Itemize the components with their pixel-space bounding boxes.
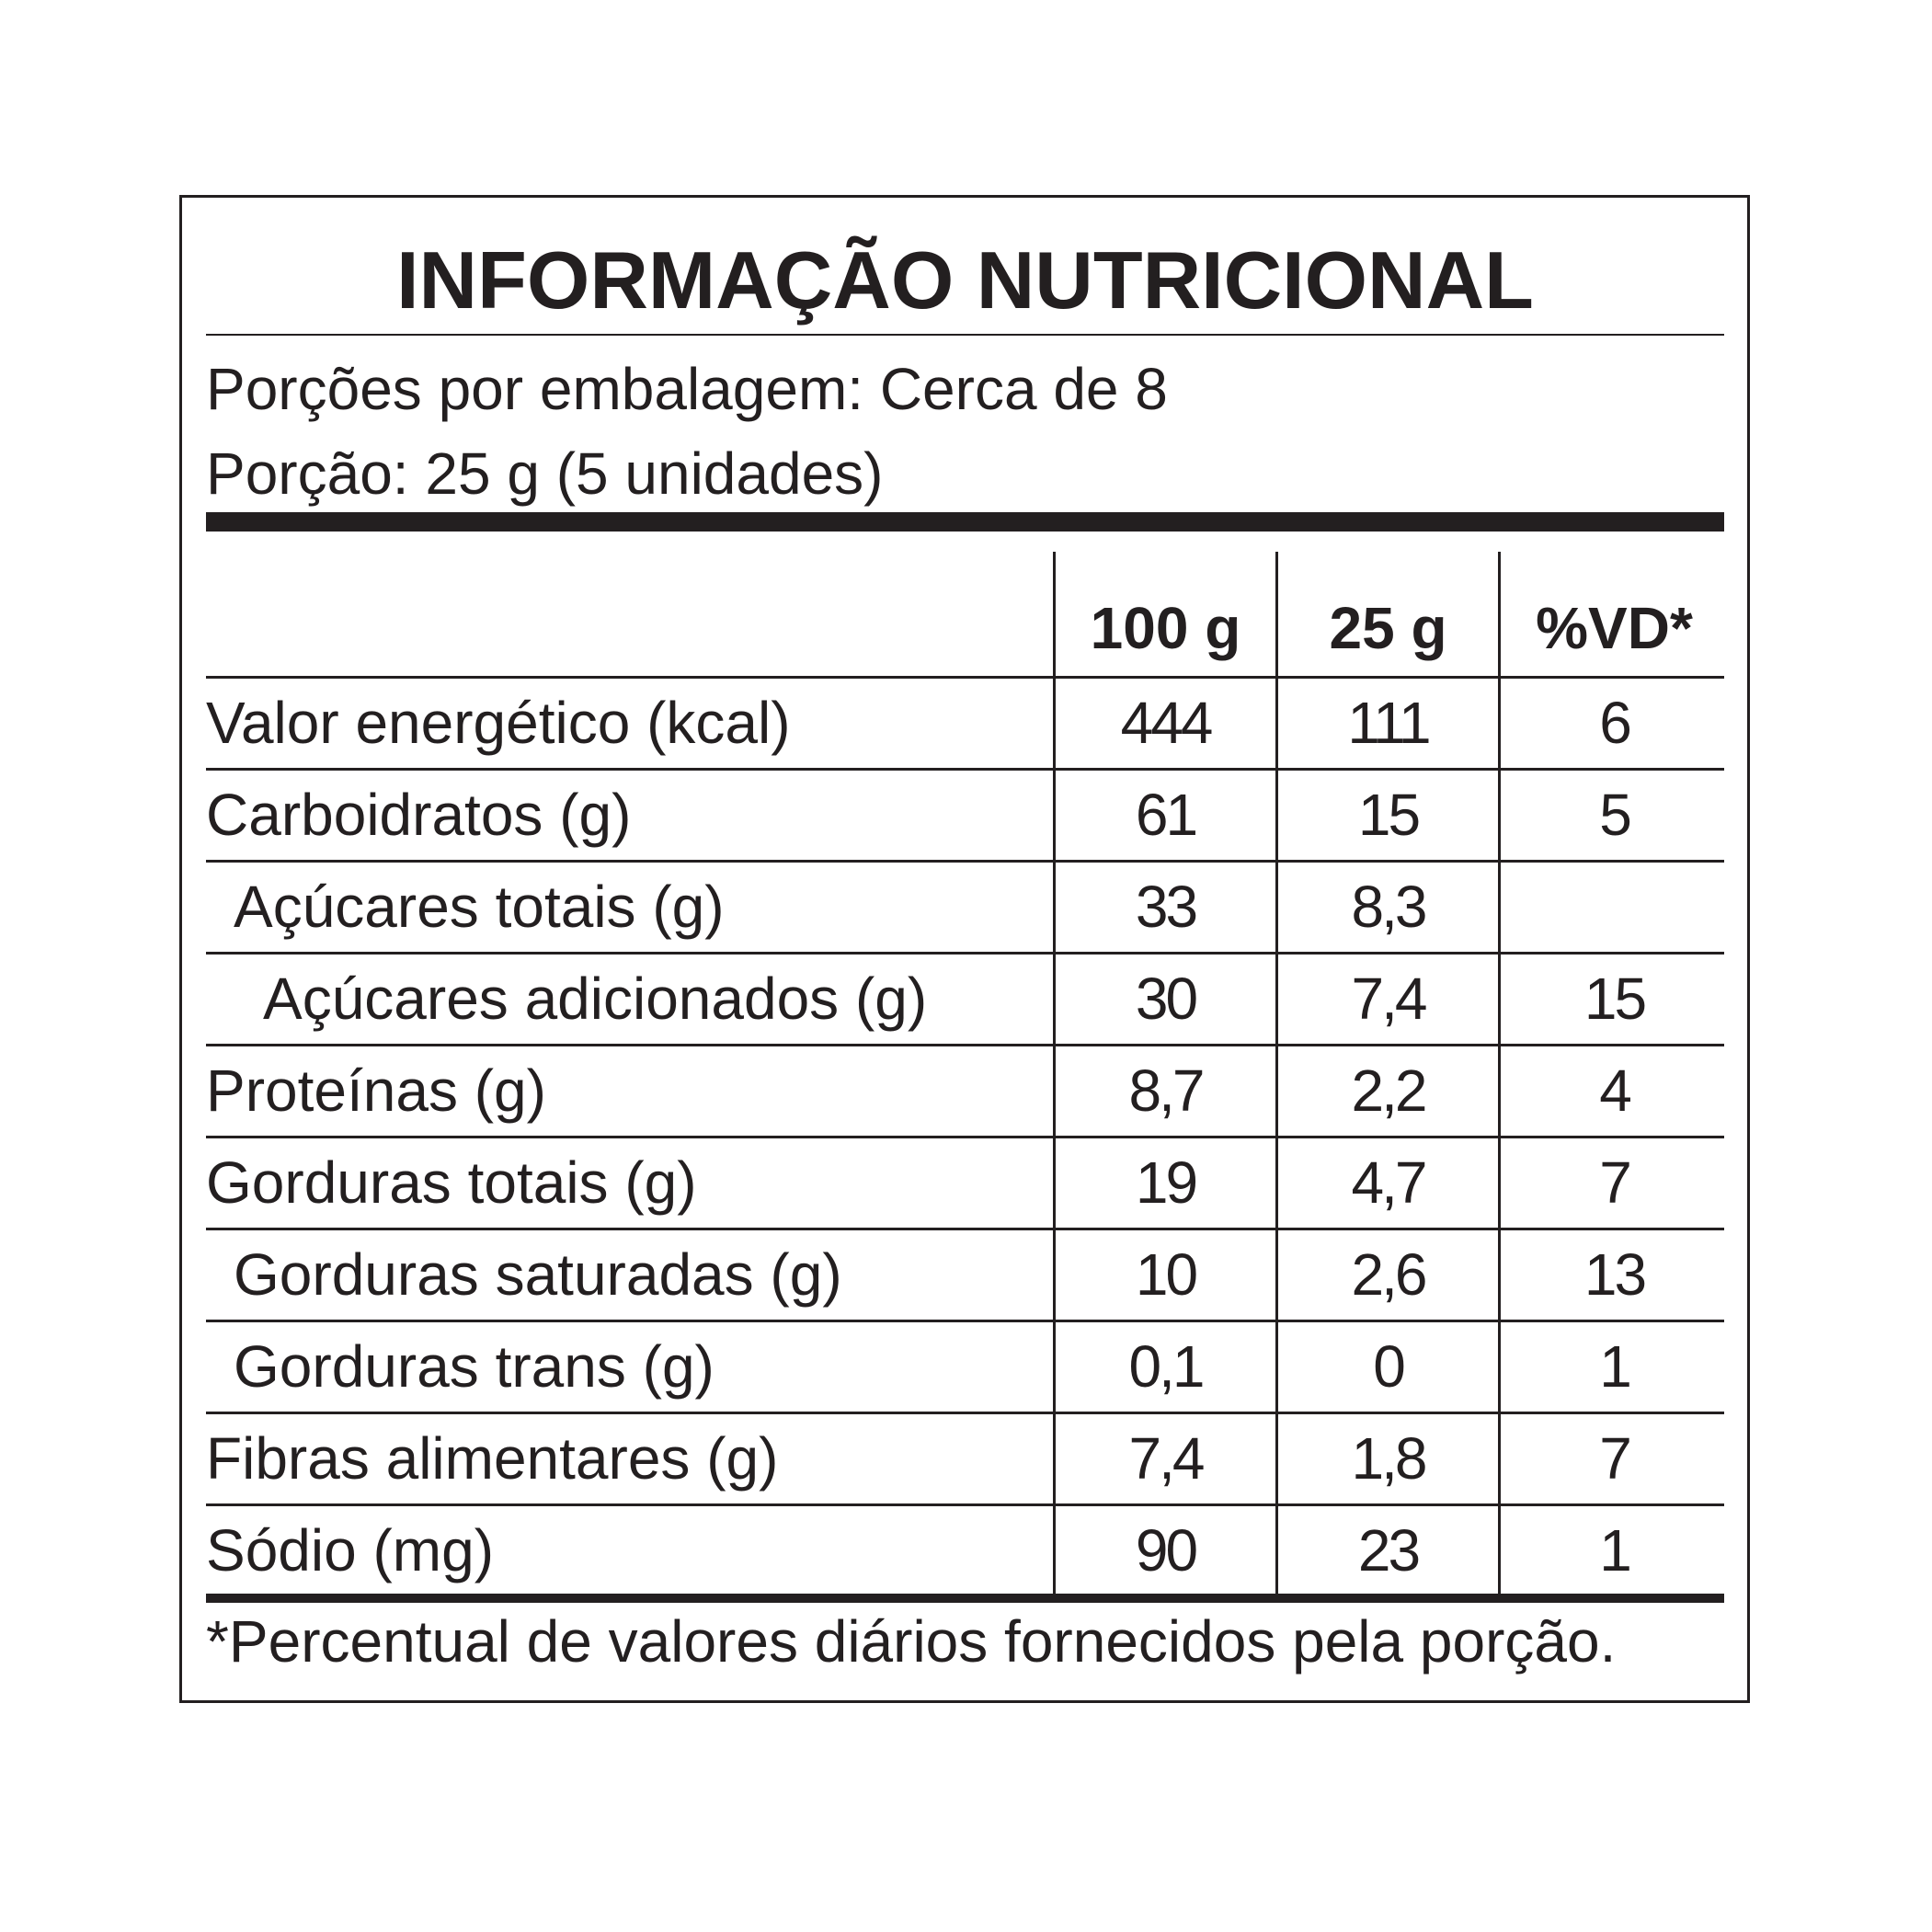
table-row xyxy=(206,1046,1724,1138)
value-per-100g: 7,4 xyxy=(1128,1425,1203,1492)
value-per-serving: 0 xyxy=(1373,1333,1403,1400)
value-daily-percent: 6 xyxy=(1599,690,1629,756)
value-per-serving: 1,8 xyxy=(1351,1425,1425,1492)
serving-divider-thick xyxy=(206,512,1724,532)
nutrient-name: Proteínas (g) xyxy=(206,1057,546,1124)
value-daily-percent: 1 xyxy=(1599,1517,1629,1583)
value-per-serving: 2,6 xyxy=(1351,1241,1425,1308)
value-daily-percent: 1 xyxy=(1599,1333,1629,1400)
value-per-serving: 111 xyxy=(1347,690,1429,756)
value-per-serving: 23 xyxy=(1357,1517,1419,1583)
value-per-100g: 19 xyxy=(1135,1149,1196,1216)
nutrient-name: Gorduras saturadas (g) xyxy=(234,1241,842,1308)
table-bottom-rule xyxy=(206,1594,1724,1603)
table-header-row xyxy=(206,552,1724,679)
nutrient-name: Fibras alimentares (g) xyxy=(206,1425,779,1492)
label-content xyxy=(206,198,1724,1700)
column-header-100g: 100 g xyxy=(1090,595,1241,661)
value-per-serving: 15 xyxy=(1357,782,1419,848)
value-daily-percent: 5 xyxy=(1599,782,1629,848)
value-per-100g: 30 xyxy=(1135,966,1196,1032)
table-row xyxy=(206,679,1724,771)
value-per-100g: 8,7 xyxy=(1128,1057,1203,1124)
table-row xyxy=(206,863,1724,955)
nutrient-table xyxy=(206,552,1724,1594)
servings-per-package: Porções por embalagem: Cerca de 8 xyxy=(206,356,1168,422)
serving-size: Porção: 25 g (5 unidades) xyxy=(206,440,884,507)
nutrient-name: Carboidratos (g) xyxy=(206,782,632,848)
value-per-100g: 90 xyxy=(1135,1517,1196,1583)
nutrient-name: Sódio (mg) xyxy=(206,1517,494,1583)
nutrient-name: Valor energético (kcal) xyxy=(206,690,791,756)
value-per-serving: 4,7 xyxy=(1351,1149,1425,1216)
table-row xyxy=(206,955,1724,1046)
value-per-100g: 33 xyxy=(1135,874,1196,940)
footnote: *Percentual de valores diários fornecidos pela porção. xyxy=(206,1608,1617,1675)
value-daily-percent: 7 xyxy=(1599,1425,1629,1492)
value-daily-percent: 13 xyxy=(1583,1241,1645,1308)
nutrient-name: Gorduras totais (g) xyxy=(206,1149,697,1216)
table-row xyxy=(206,1414,1724,1506)
value-per-serving: 2,2 xyxy=(1351,1057,1425,1124)
column-header-serving: 25 g xyxy=(1329,595,1447,661)
value-per-100g: 0,1 xyxy=(1128,1333,1203,1400)
value-per-100g: 61 xyxy=(1135,782,1196,848)
label-title: INFORMAÇÃO NUTRICIONAL xyxy=(396,234,1534,326)
table-row xyxy=(206,1138,1724,1230)
value-per-serving: 8,3 xyxy=(1351,874,1425,940)
column-header-dv: %VD* xyxy=(1536,595,1693,661)
nutrition-facts-label xyxy=(179,195,1750,1703)
value-daily-percent: 15 xyxy=(1583,966,1645,1032)
value-daily-percent: 4 xyxy=(1599,1057,1629,1124)
table-row xyxy=(206,1230,1724,1322)
value-per-serving: 7,4 xyxy=(1351,966,1425,1032)
table-row xyxy=(206,1322,1724,1414)
nutrient-name: Gorduras trans (g) xyxy=(234,1333,714,1400)
value-per-100g: 10 xyxy=(1135,1241,1196,1308)
table-row xyxy=(206,1506,1724,1598)
value-per-100g: 444 xyxy=(1120,690,1211,756)
table-row xyxy=(206,771,1724,863)
value-daily-percent: 7 xyxy=(1599,1149,1629,1216)
nutrient-name: Açúcares adicionados (g) xyxy=(263,966,928,1032)
title-divider xyxy=(206,334,1724,336)
nutrient-name: Açúcares totais (g) xyxy=(234,874,725,940)
